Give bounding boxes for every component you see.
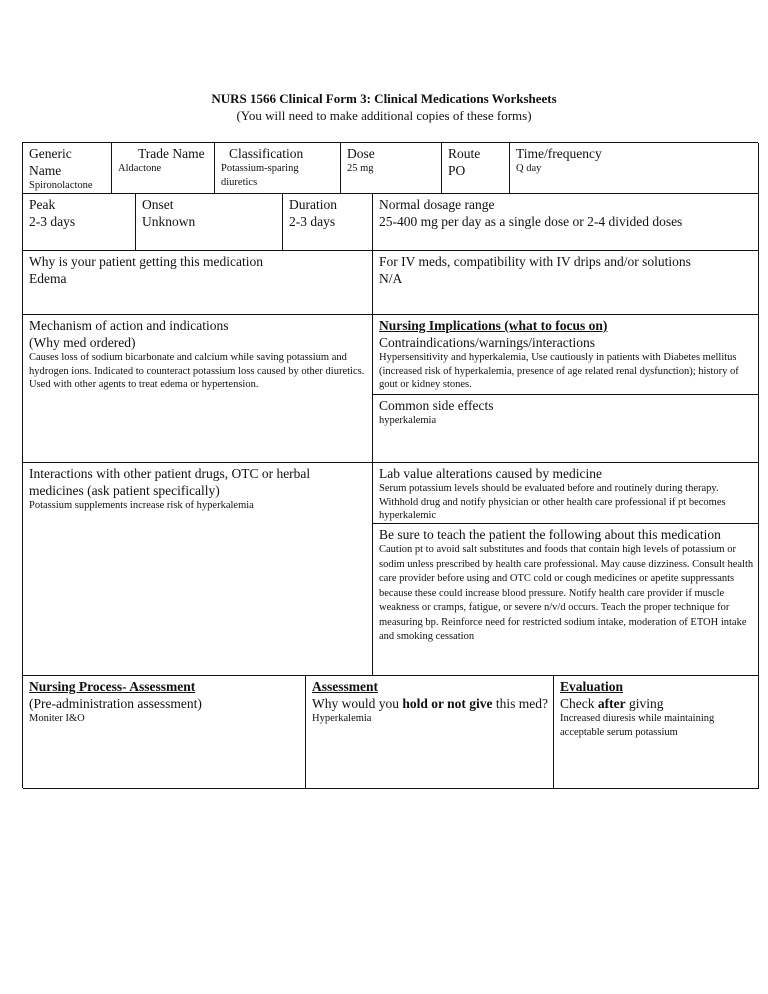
hold-question-bold: hold or not give [402,696,493,711]
evaluation-cell [554,676,759,789]
mechanism-value: Causes loss of sodium bicarbonate and calcium while saving potassium and hydrogen ions. Indicated to counteract potassium loss caused by other diuretics. Used with other agents to treat edema or hypertension. [29,352,365,390]
peak-label: Peak [29,197,56,212]
side-effects-value: hyperkalemia [379,415,437,426]
interactions-value: Potassium supplements increase risk of hyperkalemia [29,500,254,511]
iv-compatibility-cell [373,251,759,315]
check-part-1: Check [560,696,598,711]
normal-dosage-cell [373,194,759,251]
normal-dosage-label: Normal dosage range [379,197,495,212]
time-label: Time/frequency [516,146,602,161]
contraindications-cell [373,315,759,395]
peak-cell [23,194,136,251]
iv-value: N/A [379,271,403,286]
check-bold: after [597,696,626,711]
time-value: Q day [516,163,542,174]
interactions-label: Interactions with other patient drugs, OTC or herbal medicines (ask patient specifically) [29,466,311,498]
generic-value: Spironolactone [29,180,93,191]
evaluation-value: Increased diuresis while maintaining acceptable serum potassium [560,713,715,738]
mechanism-label-2: (Why med ordered) [29,335,136,350]
check-after-giving [560,695,754,712]
route-value: PO [448,163,466,178]
why-label: Why is your patient getting this medication [29,254,263,269]
assessment-cell [306,676,554,789]
contraindications-label: Contraindications/warnings/interactions [379,335,595,350]
peak-value: 2-3 days [29,214,76,229]
page-subtitle: (You will need to make additional copies of these forms) [236,108,532,123]
duration-value: 2-3 days [289,214,336,229]
normal-dosage-value: 25-400 mg per day as a single dose or 2-4 divided doses [379,214,683,229]
medication-worksheet-table [22,142,758,788]
hold-question-part-1: Why would you [312,696,403,711]
teaching-value: Caution pt to avoid salt substitutes and foods that contain high levels of potassium or sodim unless prescribed by health care professional. May cause dizziness. Consult health care provider before using and OTC cold or cough medicines or apetite suppressants because these could increase blood pressure. Notify health care provider if muscle weakness or cramps, fatigue, or severe n/v/d occurs. Teach the proper technique for measuring bp. Reinforce need for restricted sodium intake, moderation of ETOH intake and smoking cessation [379,544,754,642]
route-label: Route [448,146,481,161]
hold-question [312,695,549,712]
dose-label: Dose [347,146,375,161]
why-medication-cell [23,251,373,315]
side-effects-cell [373,395,759,463]
classification-label: Classification [229,146,304,161]
assessment-value: Hyperkalemia [312,713,372,724]
onset-label: Onset [142,197,174,212]
nursing-implications-heading: Nursing Implications (what to focus on) [379,318,608,333]
pre-admin-label: (Pre-administration assessment) [29,696,202,711]
trade-name-cell [112,143,215,194]
dose-value: 25 mg [347,163,374,174]
generic-label-1: Generic [29,146,72,161]
duration-cell [283,194,373,251]
page-title: NURS 1566 Clinical Form 3: Clinical Medications Worksheets [211,91,557,106]
contraindications-value: Hypersensitivity and hyperkalemia, Use cautiously in patients with Diabetes mellitus (increased risk of hyperkalemia, presence of age related renal dysfunction); history of gout or kidney stones. [379,352,739,390]
nursing-process-label: Nursing Process- Assessment [29,679,196,694]
duration-label: Duration [289,197,337,212]
patient-teaching-cell [373,524,759,676]
interactions-cell [23,463,373,676]
classification-value: Potassium-sparing diuretics [221,163,299,188]
time-frequency-cell [510,143,759,194]
route-cell [442,143,510,194]
onset-value: Unknown [142,214,196,229]
generic-name-cell [23,143,112,194]
classification-cell [215,143,341,194]
hold-question-part-2: this med? [492,696,549,711]
onset-cell [136,194,283,251]
lab-values-cell [373,463,759,524]
dose-cell [341,143,442,194]
trade-value: Aldactone [118,163,162,174]
side-effects-label: Common side effects [379,398,494,413]
iv-label: For IV meds, compatibility with IV drips and/or solutions [379,254,691,269]
trade-label: Trade Name [138,146,205,161]
why-value: Edema [29,271,67,286]
nursing-process-value: Moniter I&O [29,713,85,724]
assessment-label: Assessment [312,679,378,694]
evaluation-label: Evaluation [560,679,624,694]
check-part-2: giving [625,696,664,711]
mechanism-cell [23,315,373,463]
nursing-process-assessment-cell [23,676,306,789]
lab-values-label: Lab value alterations caused by medicine [379,466,603,481]
generic-label-2: Name [29,163,62,178]
lab-values-value: Serum potassium levels should be evaluated before and routinely during therapy. Withhold drug and notify physician or other health care professional if pt becomes hyperkalemic [379,483,726,521]
mechanism-label-1: Mechanism of action and indications [29,318,229,333]
teaching-label: Be sure to teach the patient the following about this medication [379,527,721,542]
